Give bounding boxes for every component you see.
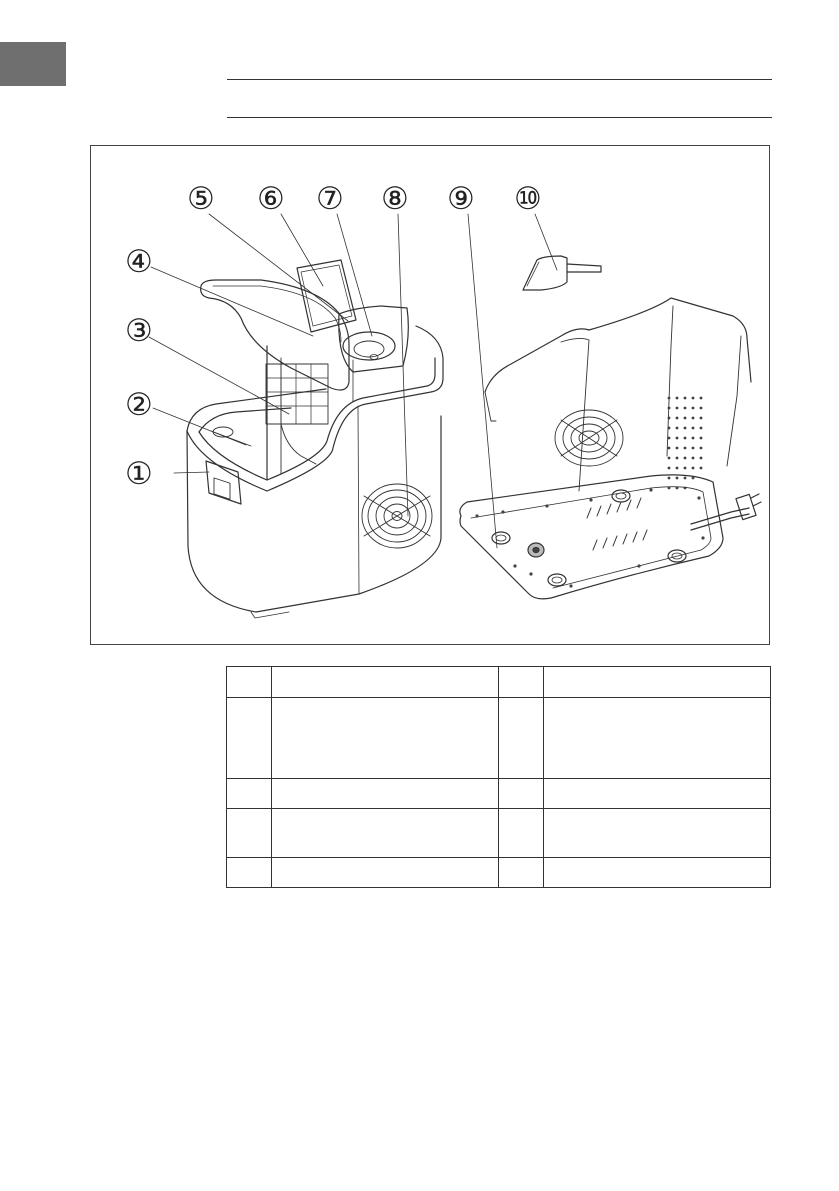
ice-maker-bottom-view <box>460 298 761 599</box>
part-description-cell <box>544 809 771 858</box>
part-number-cell <box>499 667 544 698</box>
callout-5: ⑤ <box>187 181 215 217</box>
callout-7: ⑦ <box>316 181 344 217</box>
callout-6: ⑥ <box>257 181 285 217</box>
part-number-cell <box>227 858 272 888</box>
callout-10: ⑩ <box>514 181 542 217</box>
parts-table <box>226 666 771 888</box>
part-number-cell <box>227 698 272 779</box>
callout-3: ③ <box>125 313 153 349</box>
part-description-cell <box>544 779 771 809</box>
part-description-cell <box>544 698 771 779</box>
product-diagram <box>91 146 769 644</box>
callout-1: ① <box>125 456 153 492</box>
ice-scoop <box>523 256 601 290</box>
part-description-cell <box>272 809 499 858</box>
ice-maker-front-view <box>187 260 443 618</box>
table-row <box>227 698 771 779</box>
table-row <box>227 667 771 698</box>
product-diagram-frame <box>90 145 770 645</box>
part-number-cell <box>499 698 544 779</box>
part-number-cell <box>227 809 272 858</box>
part-description-cell <box>272 698 499 779</box>
part-number-cell <box>499 809 544 858</box>
part-description-cell <box>272 858 499 888</box>
part-number-cell <box>227 779 272 809</box>
part-number-cell <box>499 779 544 809</box>
callout-8: ⑧ <box>381 181 409 217</box>
part-number-cell <box>227 667 272 698</box>
heading-rule-top <box>227 79 772 80</box>
part-description-cell <box>272 779 499 809</box>
part-description-cell <box>544 858 771 888</box>
table-row <box>227 858 771 888</box>
language-tab <box>0 42 66 86</box>
callout-9: ⑨ <box>447 181 475 217</box>
callout-4: ④ <box>125 244 153 280</box>
heading-rule-bottom <box>227 117 772 118</box>
part-description-cell <box>544 667 771 698</box>
table-row <box>227 809 771 858</box>
part-description-cell <box>272 667 499 698</box>
table-row <box>227 779 771 809</box>
callout-2: ② <box>125 387 153 423</box>
part-number-cell <box>499 858 544 888</box>
